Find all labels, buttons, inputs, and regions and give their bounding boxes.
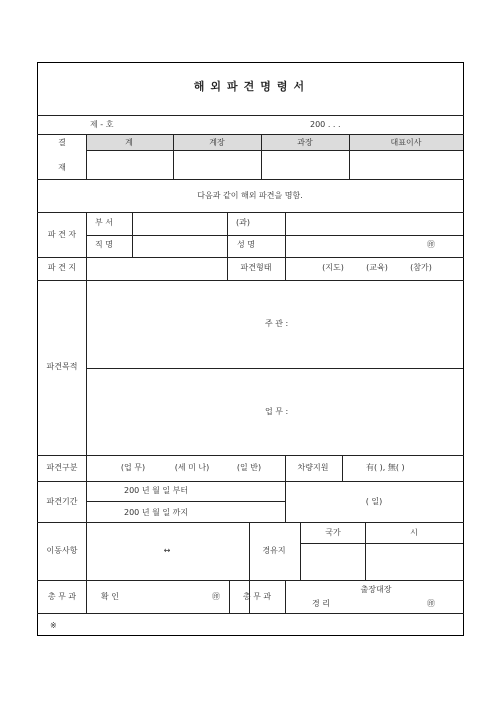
note-mark: ※	[50, 621, 57, 630]
rule	[349, 134, 350, 179]
general-affairs-label-2: 총 무 과	[242, 592, 272, 601]
rule	[86, 455, 87, 613]
category-option-business: (업 무)	[120, 463, 146, 472]
instruction-text: 다음과 같이 해외 파견을 명함.	[197, 191, 303, 200]
rule	[300, 522, 301, 580]
rule	[86, 212, 87, 280]
dispatchee-label: 파 견 자	[47, 230, 77, 239]
rule	[37, 280, 464, 281]
general-affairs-label-1: 총 무 과	[47, 592, 77, 601]
accounting-label: 경 리	[312, 599, 330, 608]
form-title: 해외파견명령서	[193, 80, 311, 93]
period-label: 파견기간	[46, 497, 78, 506]
rule	[229, 580, 230, 613]
rule	[300, 543, 463, 544]
rule	[173, 134, 174, 179]
category-option-general: (일 반)	[236, 463, 262, 472]
rule	[365, 522, 366, 580]
frame-top	[37, 62, 464, 63]
approval-header-manager: 과장	[297, 138, 313, 147]
rule	[227, 212, 228, 280]
rule	[37, 455, 464, 456]
purpose-label: 파견목적	[46, 362, 78, 371]
document-date: 200 . . .	[310, 120, 341, 129]
approval-label-bottom: 재	[58, 163, 66, 172]
rule	[37, 522, 464, 523]
document-number: 제 - 호	[90, 120, 114, 129]
rule	[86, 501, 286, 502]
approval-label-top: 결	[58, 138, 66, 147]
travel-ledger-label: 출장대장	[360, 585, 392, 594]
confirm-seal: ㊞	[212, 592, 220, 601]
accounting-seal: ㊞	[427, 599, 435, 608]
rule	[37, 613, 464, 614]
rule	[285, 212, 286, 280]
rule	[37, 481, 464, 482]
rule	[285, 455, 286, 522]
name-label: 성 명	[237, 240, 255, 249]
name-seal: ㊞	[427, 240, 435, 249]
vehicle-value: 有( ), 無( )	[366, 463, 405, 472]
route-arrow-icon: ↔	[163, 546, 171, 555]
rule	[86, 280, 87, 455]
approval-header-clerk: 계	[125, 138, 133, 147]
confirm-label: 확 인	[101, 592, 119, 601]
rule	[86, 134, 87, 179]
rule	[37, 580, 464, 581]
rule	[86, 235, 463, 236]
route-label: 이동사항	[46, 546, 78, 555]
type-option-participation: (참가)	[410, 263, 432, 272]
frame-left	[37, 62, 38, 636]
period-from: 200 년 월 일 부터	[124, 486, 189, 495]
department-suffix: (과)	[236, 218, 250, 227]
rule	[37, 179, 464, 180]
period-days: ( 일)	[365, 497, 383, 506]
city-label: 시	[410, 528, 418, 537]
approval-header-ceo: 대표이사	[390, 138, 422, 147]
via-label: 경유지	[262, 546, 286, 555]
type-option-guidance: (지도)	[322, 263, 344, 272]
rule	[37, 212, 464, 213]
rule	[37, 257, 464, 258]
country-label: 국가	[325, 528, 341, 537]
rule	[86, 368, 463, 369]
rule	[37, 134, 464, 135]
rule	[342, 455, 343, 481]
vehicle-label: 차량지원	[297, 463, 329, 472]
rule	[86, 150, 463, 151]
approval-header-chief: 계장	[209, 138, 225, 147]
category-label: 파견구분	[46, 463, 78, 472]
type-option-education: (교육)	[366, 263, 388, 272]
rule	[285, 580, 286, 613]
frame-bottom	[37, 635, 464, 636]
work-label: 업 무 :	[265, 407, 289, 416]
dispatch-type-label: 파견형태	[240, 263, 272, 272]
rule	[261, 134, 262, 179]
period-to: 200 년 월 일 까지	[124, 508, 189, 517]
rule	[37, 115, 464, 116]
destination-label: 파 견 지	[47, 263, 77, 272]
frame-right	[463, 62, 464, 636]
position-label: 직 명	[95, 240, 113, 249]
department-label: 부 서	[95, 218, 113, 227]
category-option-seminar: (세 미 나)	[174, 463, 210, 472]
rule	[132, 212, 133, 257]
host-label: 주 관 :	[265, 319, 289, 328]
